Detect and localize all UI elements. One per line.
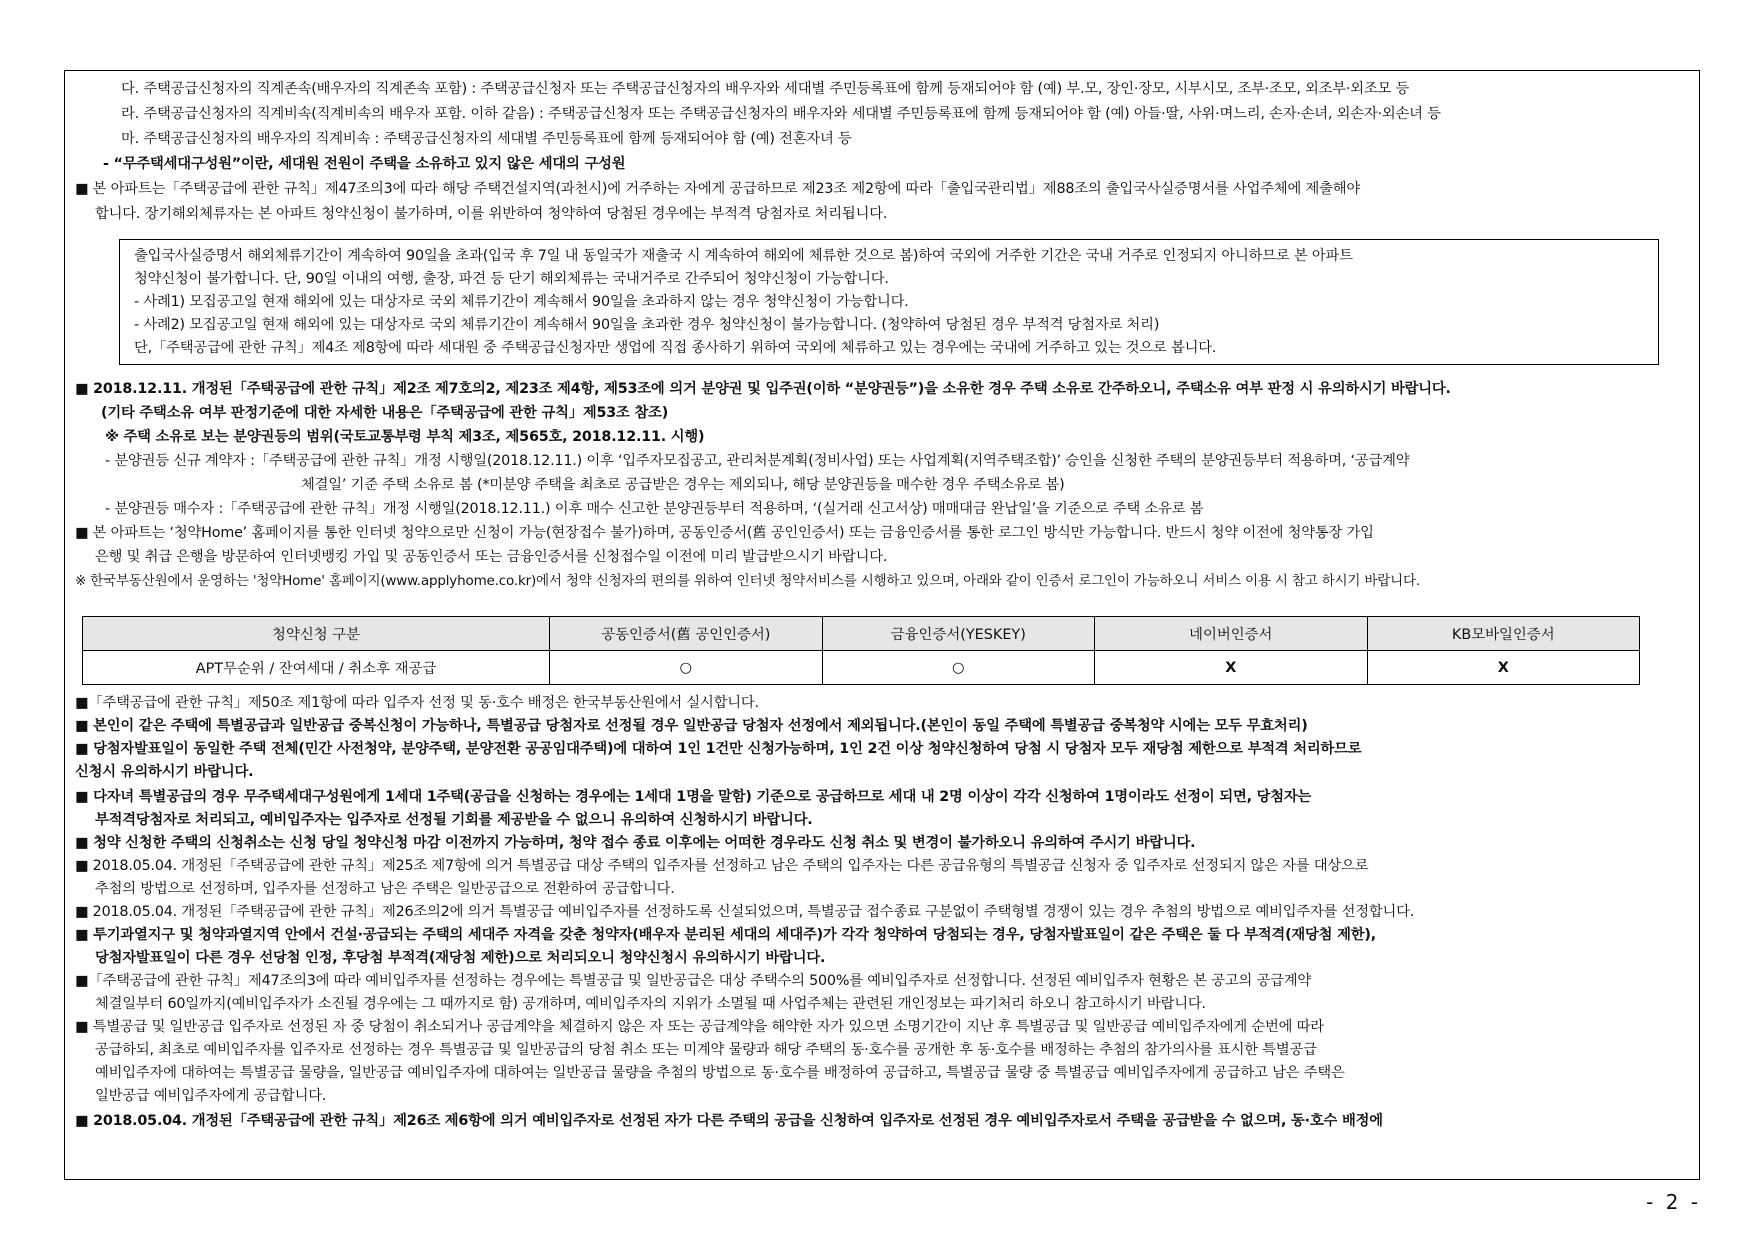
text-line: ■ 2018.05.04. 개정된「주택공급에 관한 규칙」제25조 제7항에 의거 특별공급 대상 주택의 입주자를 선정하고 남은 주택의 입주자는 다른 공급유형의 특별공급 신청자 중 입주자로 선정되지 않은 자를 대상으로 <box>75 858 1369 874</box>
text-line: 다. 주택공급신청자의 직계존속(배우자의 직계존속 포함) : 주택공급신청자 또는 주택공급신청자의 배우자와 세대별 주민등록표에 함께 등재되어야 함 (예) 부.모, 장인·장모, 시부시모, 조부·조모, 외조부·외조모 등 <box>121 81 1410 97</box>
notice-line: 단,「주택공급에 관한 규칙」제4조 제8항에 따라 세대원 중 주택공급신청자만 생업에 직접 종사하기 위하여 국외에 체류하고 있는 경우에는 국내에 거주하고 있는 것으로 봅니다. <box>134 340 1217 356</box>
text-line: 합니다. 장기해외체류자는 본 아파트 청약신청이 불가하며, 이를 위반하여 청약하여 당첨된 경우에는 부적격 당첨자로 처리됩니다. <box>95 206 888 222</box>
text-line: ※ 주택 소유로 보는 분양권등의 범위(국토교통부령 부칙 제3조, 제565호, 2018.12.11. 시행) <box>105 429 705 445</box>
text-line: 예비입주자에 대하여는 특별공급 물량을, 일반공급 예비입주자에 대하여는 일반공급 물량을 추첨의 방법으로 동·호수를 배정하여 공급하고, 특별공급 물량 중 특별공급 예비입주자에게 공급하고 남은 주택은 <box>95 1065 1345 1081</box>
page-number: - 2 - <box>1646 1190 1701 1214</box>
text-line: 라. 주택공급신청자의 직계비속(직계비속의 배우자 포함. 이하 같음) : 주택공급신청자 또는 주택공급신청자의 배우자와 세대별 주민등록표에 함께 등재되어야 함 (예) 아들·딸, 사위·며느리, 손자·손녀, 외손자·외손녀 등 <box>121 106 1441 122</box>
text-line: ■「주택공급에 관한 규칙」제50조 제1항에 따라 입주자 선정 및 동·호수 배정은 한국부동산원에서 실시합니다. <box>75 695 759 711</box>
table-header: KB모바일인증서 <box>1367 617 1640 651</box>
text-line: ※ 한국부동산원에서 운영하는 '청약Home' 홈페이지(www.applyhome.co.kr)에서 청약 신청자의 편의를 위하여 인터넷 청약서비스를 시행하고 있으며, 아래와 같이 인증서 로그인이 가능하오니 서비스 이용 시 참고 하시기 바랍니다. <box>75 573 1420 589</box>
text-line: 일반공급 예비입주자에게 공급합니다. <box>95 1088 327 1104</box>
certificate-table <box>82 616 1640 685</box>
text-line: ■ 본 아파트는 ‘청약Home’ 홈페이지를 통한 인터넷 청약으로만 신청이 가능(현장접수 불가)하며, 공동인증서(舊 공인인증서) 또는 금융인증서를 통한 로그인 방식만 가능합니다. 반드시 청약 이전에 청약통장 가입 <box>75 525 1374 541</box>
text-line: - 분양권등 신규 계약자 :「주택공급에 관한 규칙」개정 시행일(2018.12.11.) 이후 ‘입주자모집공고, 관리처분계획(정비사업) 또는 사업계획(지역주택조합)’ 승인을 신청한 주택의 분양권등부터 적용하며, ‘공급계약 <box>105 453 1410 469</box>
table-cell: ○ <box>550 651 822 685</box>
text-line: ■ 본 아파트는「주택공급에 관한 규칙」제47조의3에 따라 해당 주택건설지역(과천시)에 거주하는 자에게 공급하므로 제23조 제2항에 따라「출입국관리법」제88조의 출입국사실증명서를 사업주체에 제출해야 <box>75 181 1361 197</box>
text-line: ■ 특별공급 및 일반공급 입주자로 선정된 자 중 당첨이 취소되거나 공급계약을 체결하지 않은 자 또는 공급계약을 해약한 자가 있으면 소명기간이 지난 후 특별공급 및 일반공급 예비입주자에게 순번에 따라 <box>75 1019 1324 1035</box>
text-line: - 분양권등 매수자 :「주택공급에 관한 규칙」개정 시행일(2018.12.11.) 이후 매수 신고한 분양권등부터 적용하며, ‘(실거래 신고서상) 매매대금 완납일’을 기준으로 주택 소유로 봄 <box>105 501 1204 517</box>
text-line: ■ 당첨자발표일이 동일한 주택 전체(민간 사전청약, 분양주택, 분양전환 공공임대주택)에 대하여 1인 1건만 신청가능하며, 1인 2건 이상 청약신청하여 당첨 시 당첨자 모두 재당첨 제한으로 부적격 처리하므로 <box>75 741 1362 757</box>
table-cell: APT무순위 / 잔여세대 / 취소후 재공급 <box>83 651 550 685</box>
notice-line: - 사례2) 모집공고일 현재 해외에 있는 대상자로 국외 체류기간이 계속해서 90일을 초과한 경우 청약신청이 불가능합니다. (청약하여 당첨된 경우 부적격 당첨자로 처리) <box>134 317 1160 333</box>
text-line: 추첨의 방법으로 선정하며, 입주자를 선정하고 남은 주택은 일반공급으로 전환하여 공급합니다. <box>95 881 675 897</box>
notice-line: - 사례1) 모집공고일 현재 해외에 있는 대상자로 국외 체류기간이 계속해서 90일을 초과하지 않는 경우 청약신청이 가능합니다. <box>134 294 909 310</box>
table-cell: X <box>1095 651 1367 685</box>
text-line: 마. 주택공급신청자의 배우자의 직계비속 : 주택공급신청자의 세대별 주민등록표에 함께 등재되어야 함 (예) 전혼자녀 등 <box>121 131 852 147</box>
text-line: (기타 주택소유 여부 판정기준에 대한 자세한 내용은「주택공급에 관한 규칙」제53조 참조) <box>101 405 669 421</box>
notice-box <box>119 239 1659 365</box>
table-header: 네이버인증서 <box>1095 617 1367 651</box>
text-line: ■ 본인이 같은 주택에 특별공급과 일반공급 중복신청이 가능하나, 특별공급 당첨자로 선정될 경우 일반공급 당첨자 선정에서 제외됩니다.(본인이 동일 주택에 특별공급 중복청약 시에는 모두 무효처리) <box>75 718 1308 734</box>
text-line: 당첨자발표일이 다른 경우 선당첨 인정, 후당첨 부적격(재당첨 제한)으로 처리되오니 청약신청시 유의하시기 바랍니다. <box>95 950 826 966</box>
text-line: ■「주택공급에 관한 규칙」제47조의3에 따라 예비입주자를 선정하는 경우에는 특별공급 및 일반공급은 대상 주택수의 500%를 예비입주자로 선정합니다. 선정된 예비입주자 현황은 본 공고의 공급계약 <box>75 973 1312 989</box>
table-row <box>83 651 1640 685</box>
text-line: 신청시 유의하시기 바랍니다. <box>75 764 254 780</box>
text-line: 은행 및 취급 은행을 방문하여 인터넷뱅킹 가입 및 공동인증서 또는 금융인증서를 신청접수일 이전에 미리 발급받으시기 바랍니다. <box>95 549 888 565</box>
table-cell: X <box>1367 651 1640 685</box>
text-line: 체결일’ 기준 주택 소유로 봄 (*미분양 주택을 최초로 공급받은 경우는 제외되나, 해당 분양권등을 매수한 경우 주택소유로 봄) <box>301 477 1065 493</box>
text-line: ■ 2018.05.04. 개정된「주택공급에 관한 규칙」제26조 제6항에 의거 예비입주자로 선정된 자가 다른 주택의 공급을 신청하여 입주자로 선정된 경우 예비입주자로서 주택을 공급받을 수 없으며, 동·호수 배정에 <box>75 1113 1383 1129</box>
table-cell: ○ <box>822 651 1094 685</box>
document-frame <box>64 70 1700 1180</box>
text-line: 체결일부터 60일까지(예비입주자가 소진될 경우에는 그 때까지로 함) 공개하며, 예비입주자의 지위가 소멸될 때 사업주체는 관련된 개인정보는 파기처리 하오니 참고하시기 바랍니다. <box>95 996 1206 1012</box>
text-line: ■ 2018.12.11. 개정된「주택공급에 관한 규칙」제2조 제7호의2, 제23조 제4항, 제53조에 의거 분양권 및 입주권(이하 “분양권등”)을 소유한 경우 주택 소유로 간주하오니, 주택소유 여부 판정 시 유의하시기 바랍니다. <box>75 381 1451 397</box>
text-line: ■ 투기과열지구 및 청약과열지역 안에서 건설·공급되는 주택의 세대주 자격을 갖춘 청약자(배우자 분리된 세대의 세대주)가 각각 청약하여 당첨되는 경우, 당첨자발표일이 같은 주택은 둘 다 부적격(재당첨 제한), <box>75 927 1376 943</box>
table-header-row <box>83 617 1640 651</box>
notice-line: 출입국사실증명서 해외체류기간이 계속하여 90일을 초과(입국 후 7일 내 동일국가 재출국 시 계속하여 해외에 체류한 것으로 봄)하여 국외에 거주한 기간은 국내 거주로 인정되지 아니하므로 본 아파트 <box>134 248 1353 264</box>
table-header: 청약신청 구분 <box>83 617 550 651</box>
text-line: 부적격당첨자로 처리되고, 예비입주자는 입주자로 선정될 기회를 제공받을 수 없으니 유의하여 신청하시기 바랍니다. <box>95 812 813 828</box>
text-line: ■ 청약 신청한 주택의 신청취소는 신청 당일 청약신청 마감 이전까지 가능하며, 청약 접수 종료 이후에는 어떠한 경우라도 신청 취소 및 변경이 불가하오니 유의하여 주시기 바랍니다. <box>75 835 1196 851</box>
text-line: - “무주택세대구성원”이란, 세대원 전원이 주택을 소유하고 있지 않은 세대의 구성원 <box>103 156 626 172</box>
text-line: ■ 다자녀 특별공급의 경우 무주택세대구성원에게 1세대 1주택(공급을 신청하는 경우에는 1세대 1명을 말함) 기준으로 공급하므로 세대 내 2명 이상이 각각 신청하여 1명이라도 선정이 되면, 당첨자는 <box>75 789 1312 805</box>
table-header: 공동인증서(舊 공인인증서) <box>550 617 822 651</box>
table-header: 금융인증서(YESKEY) <box>822 617 1094 651</box>
text-line: ■ 2018.05.04. 개정된「주택공급에 관한 규칙」제26조의2에 의거 특별공급 예비입주자를 선정하도록 신설되었으며, 특별공급 접수종료 구분없이 주택형별 경쟁이 있는 경우 추첨의 방법으로 예비입주자를 선정합니다. <box>75 904 1415 920</box>
notice-line: 청약신청이 불가합니다. 단, 90일 이내의 여행, 출장, 파견 등 단기 해외체류는 국내거주로 간주되어 청약신청이 가능합니다. <box>134 271 889 287</box>
text-line: 공급하되, 최초로 예비입주자를 입주자로 선정하는 경우 특별공급 및 일반공급의 당첨 취소 또는 미계약 물량과 해당 주택의 동·호수를 공개한 후 동·호수를 배정하는 추첨의 참가의사를 표시한 특별공급 <box>95 1042 1317 1058</box>
